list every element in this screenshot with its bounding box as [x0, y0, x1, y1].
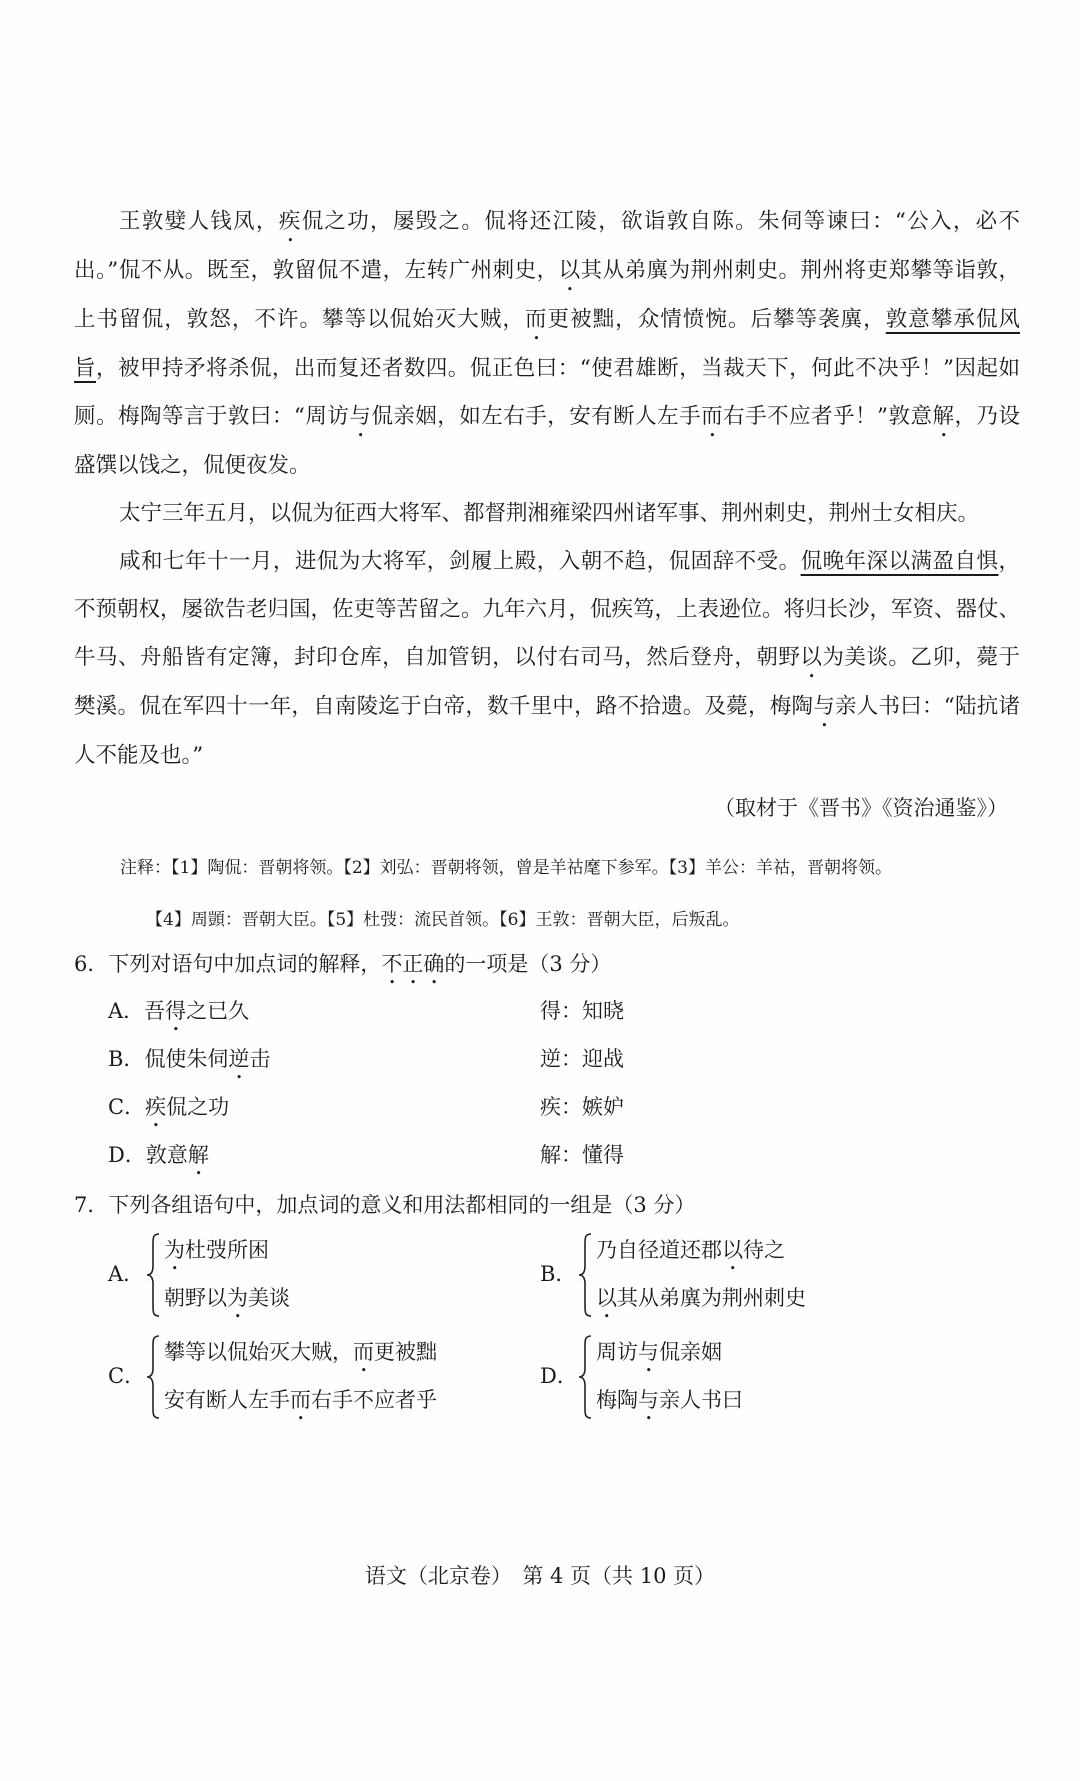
- q6-option-a[interactable]: [108, 995, 249, 1036]
- option-letter: A．: [108, 999, 145, 1023]
- brace-icon: [146, 1334, 160, 1420]
- dotted-word: 得: [165, 999, 187, 1023]
- classical-passage: [74, 198, 1020, 780]
- q7-c-sentence-1: [164, 1336, 437, 1377]
- dotted-word: 逆: [228, 1047, 250, 1071]
- page-footer: 语文（北京卷） 第 4 页（共 10 页）: [364, 1564, 716, 1588]
- text-run: 侃亲姻，如左右手，安有断人左手: [371, 404, 702, 429]
- dotted-word: 疾: [145, 1095, 167, 1119]
- passage-paragraph-2: 太宁三年五月，以侃为征西大将军、都督荆湘雍梁四州诸军事、荆州刺史，荆州士女相庆。: [119, 501, 980, 526]
- question-6-stem: [74, 948, 611, 989]
- q6-option-d-gloss: 解：懂得: [540, 1143, 624, 1167]
- text-run: 周访: [596, 1340, 638, 1364]
- text-run: 攀等以侃始灭大贼，: [164, 1340, 353, 1364]
- dotted-word: 与: [349, 404, 372, 429]
- text-run: 王敦嬖人钱凤，: [119, 209, 279, 234]
- text-run: 吾: [144, 999, 166, 1023]
- text-run: 美谈: [248, 1286, 290, 1310]
- text-run: 侃使朱伺: [144, 1047, 229, 1071]
- text-run: ，不预朝权，屡欲告老归国，佐吏等苦留之。九年六月，侃疾笃，上表逊位。将归长沙，军资、器仗、牛马、舟船皆有定簿，封印仓库，自加管钥，以付右司马，然后登舟，朝野: [74, 549, 1021, 670]
- dotted-word: 与: [813, 694, 836, 719]
- underlined-sentence: 侃晚年深以满盈自惧: [800, 549, 999, 574]
- text-run: 为美谈。乙卯，薨于樊溪。侃在军四十一年，自南陵迄于白帝，数千里中，路不拾遗。及薨，梅陶: [74, 645, 1020, 719]
- text-run: 乃自径道还郡: [596, 1238, 722, 1262]
- dotted-word: 而: [353, 1340, 374, 1364]
- text-run: 朝野以: [164, 1286, 227, 1310]
- option-letter: B．: [540, 1262, 577, 1286]
- dotted-word: 以: [558, 258, 581, 283]
- text-run: 咸和七年十一月，进侃为大将军，剑履上殿，入朝不趋，侃固辞不受。: [119, 549, 801, 574]
- brace-icon: [146, 1232, 160, 1318]
- text-run: 更被黜: [374, 1340, 437, 1364]
- text-run: 之已久: [186, 999, 250, 1023]
- text-run: ，被甲持矛将杀侃，出而复还者数四。侃正色曰：“使君雄断，当裁天下，何此不决乎！”因起如厕。梅陶等言于敦曰：“周访: [74, 356, 1020, 429]
- question-7-stem: 7．下列各组语句中，加点词的意义和用法都相同的一组是（3 分）: [74, 1193, 696, 1217]
- q7-a-sentence-1: [164, 1234, 269, 1275]
- q7-c-sentence-2: [164, 1384, 437, 1425]
- text-run: 击: [249, 1047, 271, 1071]
- dotted-word: 与: [638, 1388, 659, 1412]
- q7-a-sentence-2: [164, 1282, 290, 1323]
- q6-option-b-gloss: 逆：迎战: [540, 1047, 624, 1071]
- annotations: [120, 842, 1030, 946]
- text-run: 待之: [743, 1238, 785, 1262]
- option-letter: B．: [108, 1047, 145, 1071]
- q7-b-sentence-1: [596, 1234, 785, 1275]
- q6-option-a-gloss: 得：知晓: [540, 999, 624, 1023]
- q6-option-c-gloss: 疾：嫉妒: [540, 1095, 624, 1119]
- passage-paragraph-3: [74, 538, 1020, 780]
- source-citation: （取材于《晋书》《资治通鉴》）: [714, 796, 1008, 820]
- dotted-word: 解: [187, 1143, 209, 1167]
- text-run: 敦意: [145, 1143, 188, 1167]
- q7-d-sentence-1: [596, 1336, 722, 1377]
- dotted-word: 而: [524, 307, 548, 332]
- option-letter: D．: [540, 1364, 578, 1388]
- underlined-sentence: 敦意攀承侃风旨: [74, 307, 1020, 381]
- dotted-word: 为: [164, 1238, 185, 1262]
- dotted-word: 为: [227, 1286, 248, 1310]
- text-run: 右手不应者乎！”敦意: [723, 404, 933, 429]
- annotation-line-1: 注释：【1】陶侃：晋朝将领。【2】刘弘：晋朝将领，曾是羊祜麾下参军。【3】羊公：羊祜，晋朝将领。: [120, 858, 892, 878]
- q6-option-b[interactable]: [108, 1043, 270, 1084]
- dotted-word: 不正确: [381, 952, 445, 976]
- annotation-line-2: 【4】周顗：晋朝大臣。【5】杜弢：流民首领。【6】王敦：晋朝大臣，后叛乱。: [146, 910, 740, 930]
- option-letter: D．: [108, 1143, 146, 1167]
- dotted-word: 而: [701, 404, 724, 429]
- text-run: 右手不应者乎: [311, 1388, 437, 1412]
- option-letter: C．: [108, 1364, 146, 1388]
- text-run: 更被黜，众情愤惋。后攀等袭廙，: [547, 307, 886, 332]
- q6-option-d[interactable]: [108, 1139, 209, 1180]
- dotted-word: 以: [596, 1286, 617, 1310]
- text-run: 的一项是（3 分）: [444, 952, 612, 976]
- text-run: 侃之功: [166, 1095, 230, 1119]
- text-run: 侃之功，屡毁之。侃将还江陵，欲诣敦自陈。朱伺等谏曰：“公入，必不出。”侃不从。既至，敦留侃不遣，左转广州刺史，: [74, 209, 1020, 283]
- text-run: ，乃设盛馔以饯之，侃便夜发。: [74, 404, 1020, 478]
- text-run: 亲人书曰：“陆抗诸人不能及也。”: [74, 694, 1020, 768]
- q7-b-sentence-2: [596, 1282, 806, 1323]
- text-run: 其从弟廙为荆州刺史。荆州将吏郑攀等诣敦，上书留侃，敦怒，不许。攀等以侃始灭大贼，: [74, 258, 1020, 332]
- dotted-word: 以: [800, 645, 823, 670]
- text-run: 安有断人左手: [164, 1388, 290, 1412]
- dotted-word: 疾: [278, 209, 302, 234]
- dotted-word: 以: [722, 1238, 743, 1262]
- q7-d-sentence-2: [596, 1384, 743, 1425]
- text-run: 杜弢所困: [185, 1238, 269, 1262]
- text-run: 梅陶: [596, 1388, 638, 1412]
- dotted-word: 而: [290, 1388, 311, 1412]
- text-run: 侃亲姻: [659, 1340, 722, 1364]
- dotted-word: 与: [638, 1340, 659, 1364]
- brace-icon: [578, 1334, 592, 1420]
- text-run: 6．下列对语句中加点词的解释，: [74, 952, 382, 976]
- text-run: 其从弟廙为荆州刺史: [617, 1286, 806, 1310]
- q6-option-c[interactable]: [108, 1091, 229, 1132]
- brace-icon: [578, 1232, 592, 1318]
- option-letter: A．: [108, 1262, 145, 1286]
- text-run: 亲人书曰: [659, 1388, 743, 1412]
- passage-paragraph-1: [74, 198, 1020, 490]
- dotted-word: 解: [932, 404, 955, 429]
- option-letter: C．: [108, 1095, 146, 1119]
